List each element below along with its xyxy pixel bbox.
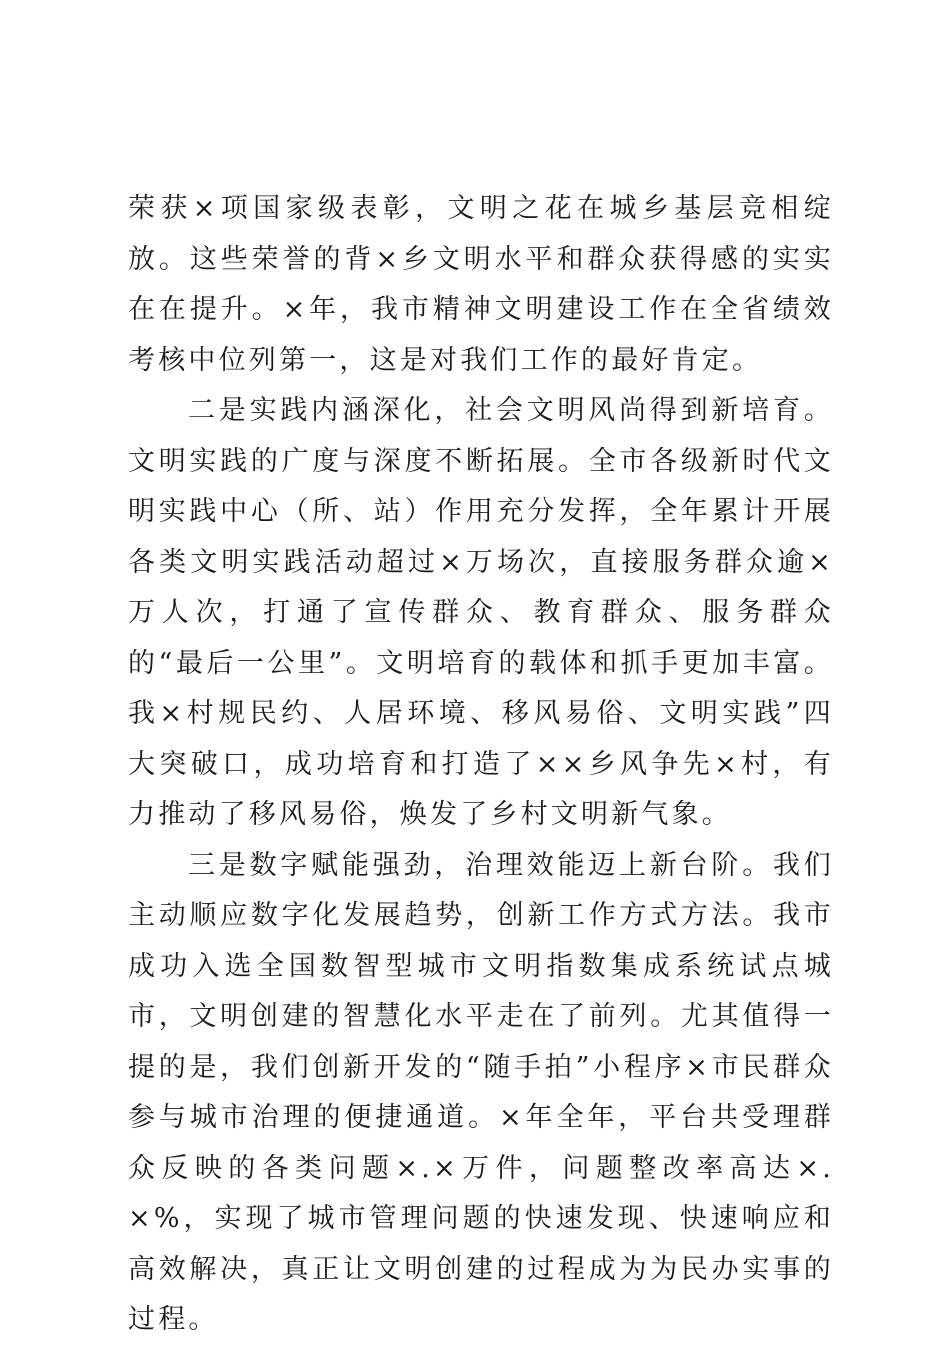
document-body xyxy=(128,184,834,1346)
paragraph-practice: 二是实践内涵深化，社会文明风尚得到新培育。文明实践的广度与深度不断拓展。全市各级新时代文明实践中心（所、站）作用充分发挥，全年累计开展各类文明实践活动超过×万场次，直接服务群众逾×万人次，打通了宣传群众、教育群众、服务群众的“最后一公里”。文明培育的载体和抓手更加丰富。我×村规民约、人居环境、移风易俗、文明实践”四大突破口，成功培育和打造了××乡风争先×村，有力推动了移风易俗，焕发了乡村文明新气象。 xyxy=(128,395,834,830)
paragraph-digital: 三是数字赋能强劲，治理效能迈上新台阶。我们主动顺应数字化发展趋势，创新工作方式方法。我市成功入选全国数智型城市文明指数集成系统试点城市，文明创建的智慧化水平走在了前列。尤其值得一提的是，我们创新开发的“随手拍”小程序×市民群众参与城市治理的便捷通道。×年全年，平台共受理群众反映的各类问题×.×万件，问题整改率高达×.×%，实现了城市管理问题的快速发现、快速响应和高效解决，真正让文明创建的过程成为为民办实事的过程。 xyxy=(128,849,834,1335)
paragraph-honors: 荣获×项国家级表彰，文明之花在城乡基层竞相绽放。这些荣誉的背×乡文明水平和群众获得感的实实在在提升。×年，我市精神文明建设工作在全省绩效考核中位列第一，这是对我们工作的最好肯定。 xyxy=(128,193,834,376)
